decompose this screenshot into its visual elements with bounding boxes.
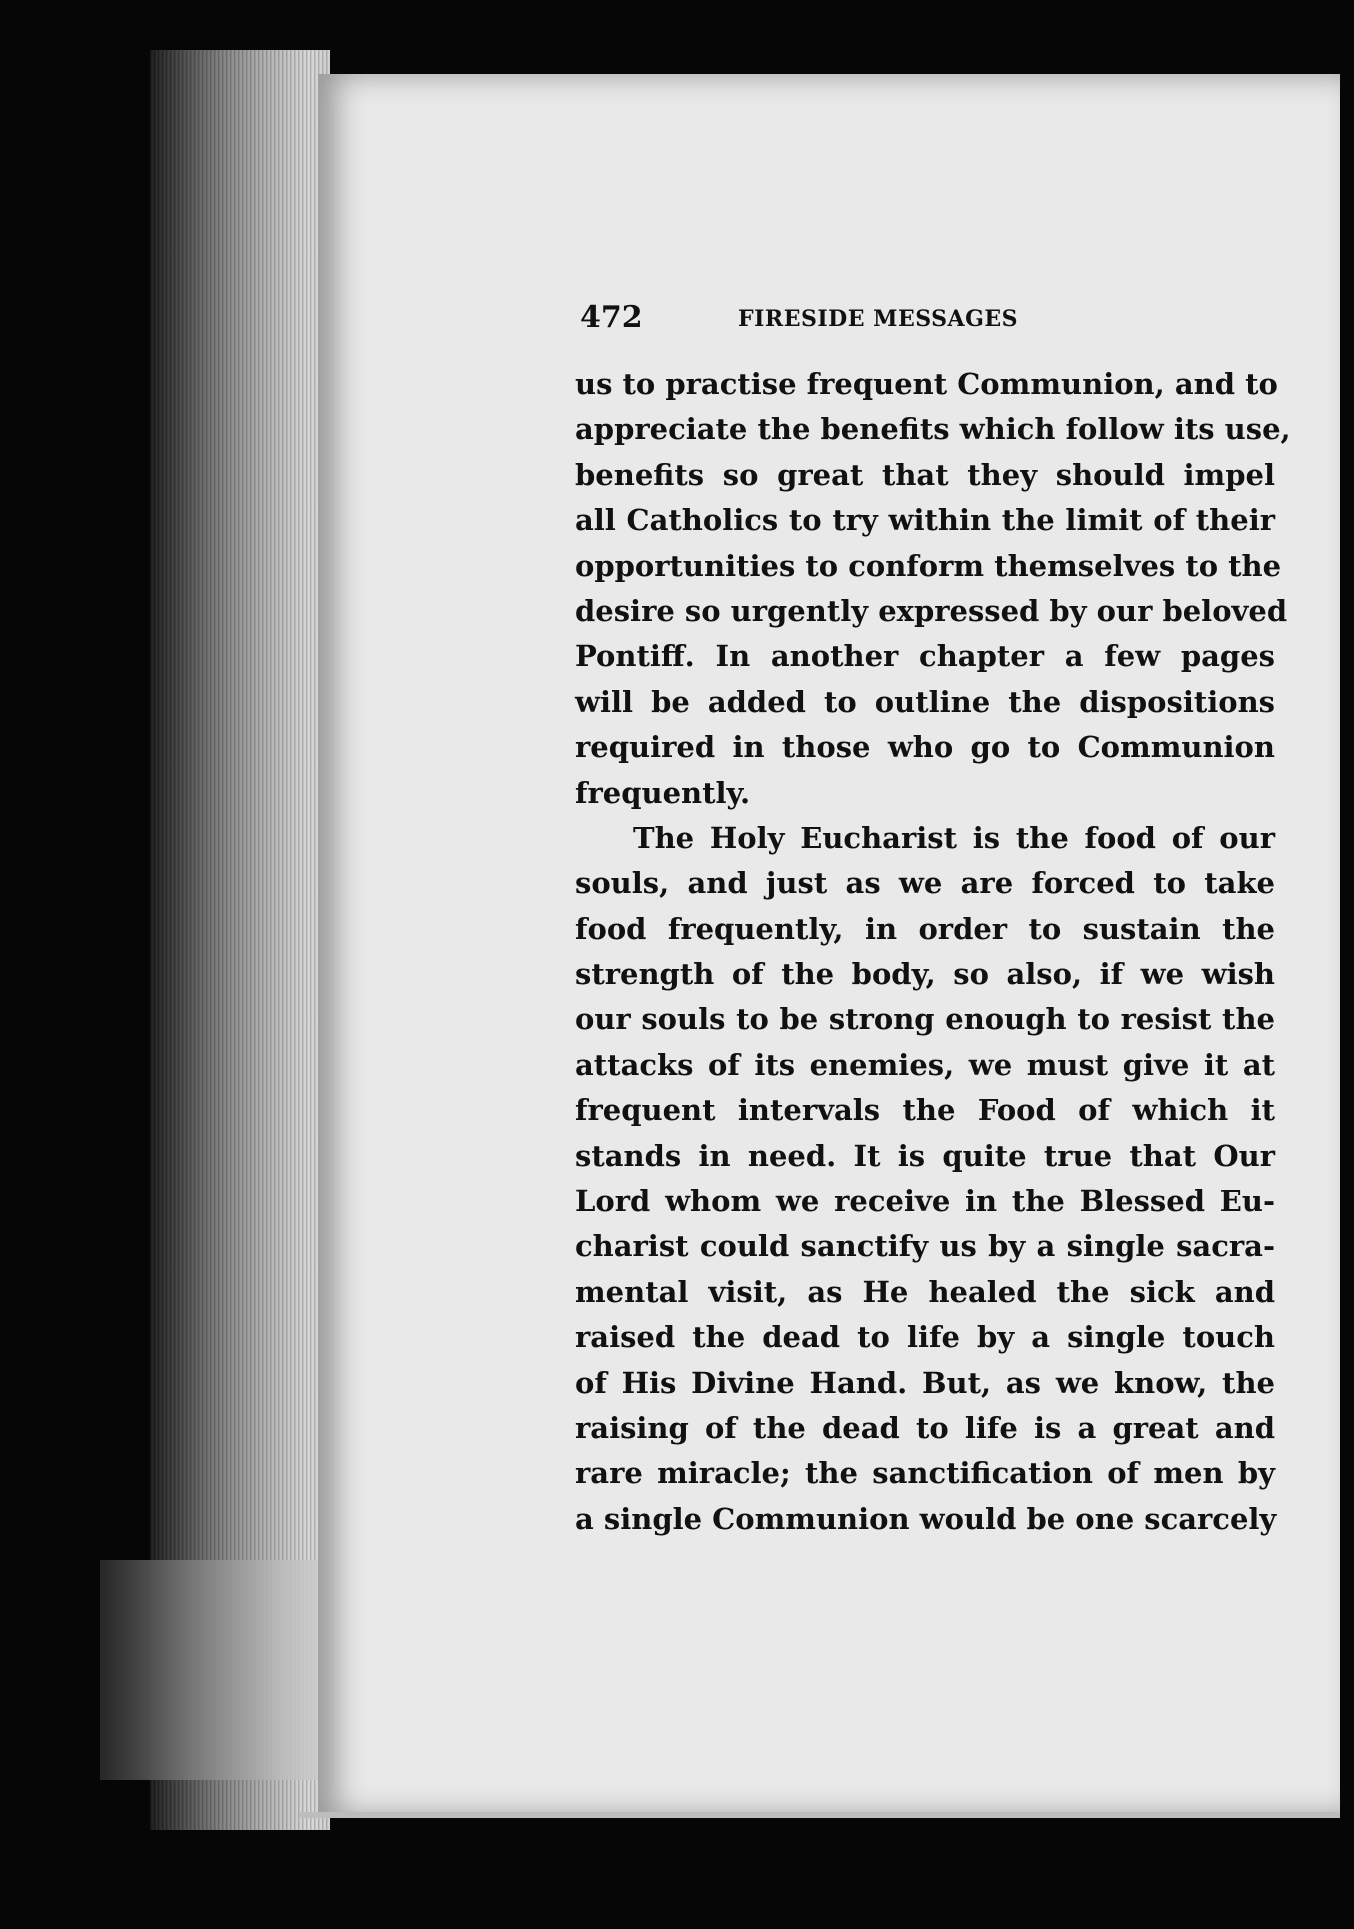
text-line: a single Communion would be one scarcely bbox=[575, 1501, 1277, 1536]
running-head bbox=[580, 300, 1320, 340]
text-line: Pontiff. In another chapter a few pages bbox=[575, 639, 1275, 674]
running-title: FIRESIDE MESSAGES bbox=[738, 306, 1019, 332]
text-line: all Catholics to try within the limit of their bbox=[575, 503, 1275, 538]
text-line: rare miracle; the sanctification of men by bbox=[575, 1456, 1275, 1491]
book-spine-lower bbox=[100, 1560, 330, 1780]
text-line: our souls to be strong enough to resist the bbox=[575, 1002, 1275, 1037]
text-line: frequent intervals the Food of which it bbox=[575, 1093, 1275, 1128]
text-line: required in those who go to Communion bbox=[575, 730, 1275, 765]
text-line: attacks of its enemies, we must give it at bbox=[575, 1047, 1275, 1082]
text-line: desire so urgently expressed by our beloved bbox=[575, 593, 1288, 628]
text-line: stands in need. It is quite true that Our bbox=[575, 1138, 1275, 1173]
text-line: of His Divine Hand. But, as we know, the bbox=[575, 1365, 1275, 1400]
text-line: mental visit, as He healed the sick and bbox=[575, 1274, 1275, 1309]
text-line: food frequently, in order to sustain the bbox=[575, 911, 1275, 946]
page-number: 472 bbox=[580, 300, 643, 335]
text-line: will be added to outline the dispositions bbox=[575, 684, 1275, 719]
text-line: raised the dead to life by a single touch bbox=[575, 1320, 1275, 1355]
text-line: souls, and just as we are forced to take bbox=[575, 866, 1275, 901]
text-line: us to practise frequent Communion, and to bbox=[575, 367, 1278, 401]
text-line: appreciate the benefits which follow its use, bbox=[575, 412, 1291, 447]
page-bottom-edge bbox=[300, 1812, 1340, 1818]
text-line: opportunities to conform themselves to the bbox=[575, 548, 1282, 583]
text-line: Lord whom we receive in the Blessed Eu- bbox=[575, 1184, 1275, 1219]
text-line: raising of the dead to life is a great and bbox=[575, 1410, 1275, 1445]
text-line: The Holy Eucharist is the food of our bbox=[633, 820, 1275, 855]
book-page bbox=[318, 74, 1340, 1816]
body-text bbox=[575, 362, 1291, 1542]
text-line: benefits so great that they should impel bbox=[575, 457, 1275, 492]
text-line: frequently. bbox=[575, 775, 751, 810]
text-line: strength of the body, so also, if we wish bbox=[575, 957, 1275, 992]
text-line: charist could sanctify us by a single sacra- bbox=[575, 1229, 1275, 1264]
